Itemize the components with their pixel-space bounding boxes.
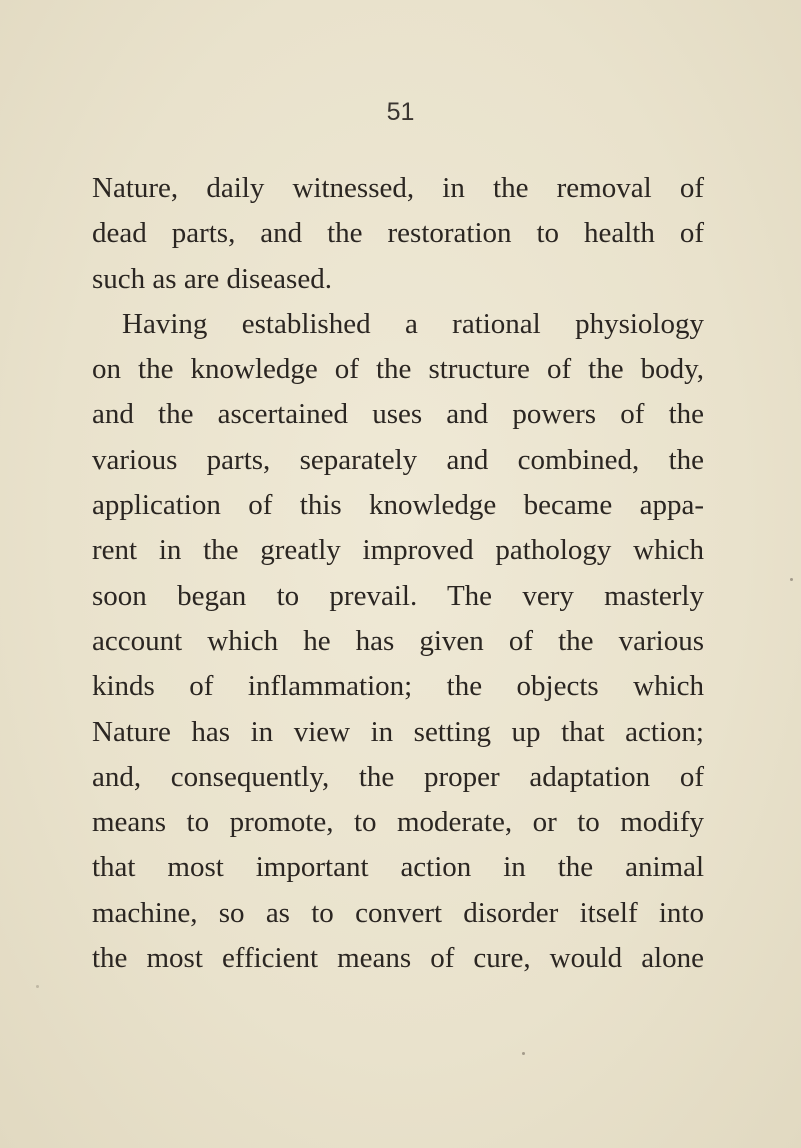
text-line: and the ascertained uses and powers of the [92, 398, 704, 431]
text-line: and, consequently, the proper adaptation of [92, 760, 704, 793]
text-line: the most efficient means of cure, would alone [92, 942, 704, 975]
paper-speck [790, 578, 793, 581]
text-line: dead parts, and the restoration to health of [92, 217, 704, 250]
text-line: such as are diseased. [92, 262, 332, 295]
text-line: means to promote, to moderate, or to modify [92, 806, 704, 839]
text-line: Having established a rational physiology [122, 307, 704, 340]
text-line: various parts, separately and combined, the [92, 443, 704, 476]
text-line: on the knowledge of the structure of the body, [92, 353, 704, 386]
text-line: application of this knowledge became appa- [92, 489, 704, 522]
text-line: Nature has in view in setting up that action; [92, 715, 704, 748]
text-line: kinds of inflammation; the objects which [92, 670, 704, 703]
body-text [92, 166, 704, 981]
text-line: rent in the greatly improved pathology which [92, 534, 704, 567]
paper-speck [36, 985, 39, 988]
text-line: machine, so as to convert disorder itself into [92, 896, 704, 929]
text-line: that most important action in the animal [92, 851, 704, 884]
paper-speck [522, 1052, 525, 1055]
text-line: Nature, daily witnessed, in the removal of [92, 172, 704, 204]
page-number: 51 [386, 98, 415, 126]
text-line: soon began to prevail. The very masterly [92, 579, 704, 612]
text-line: account which he has given of the various [92, 624, 704, 657]
